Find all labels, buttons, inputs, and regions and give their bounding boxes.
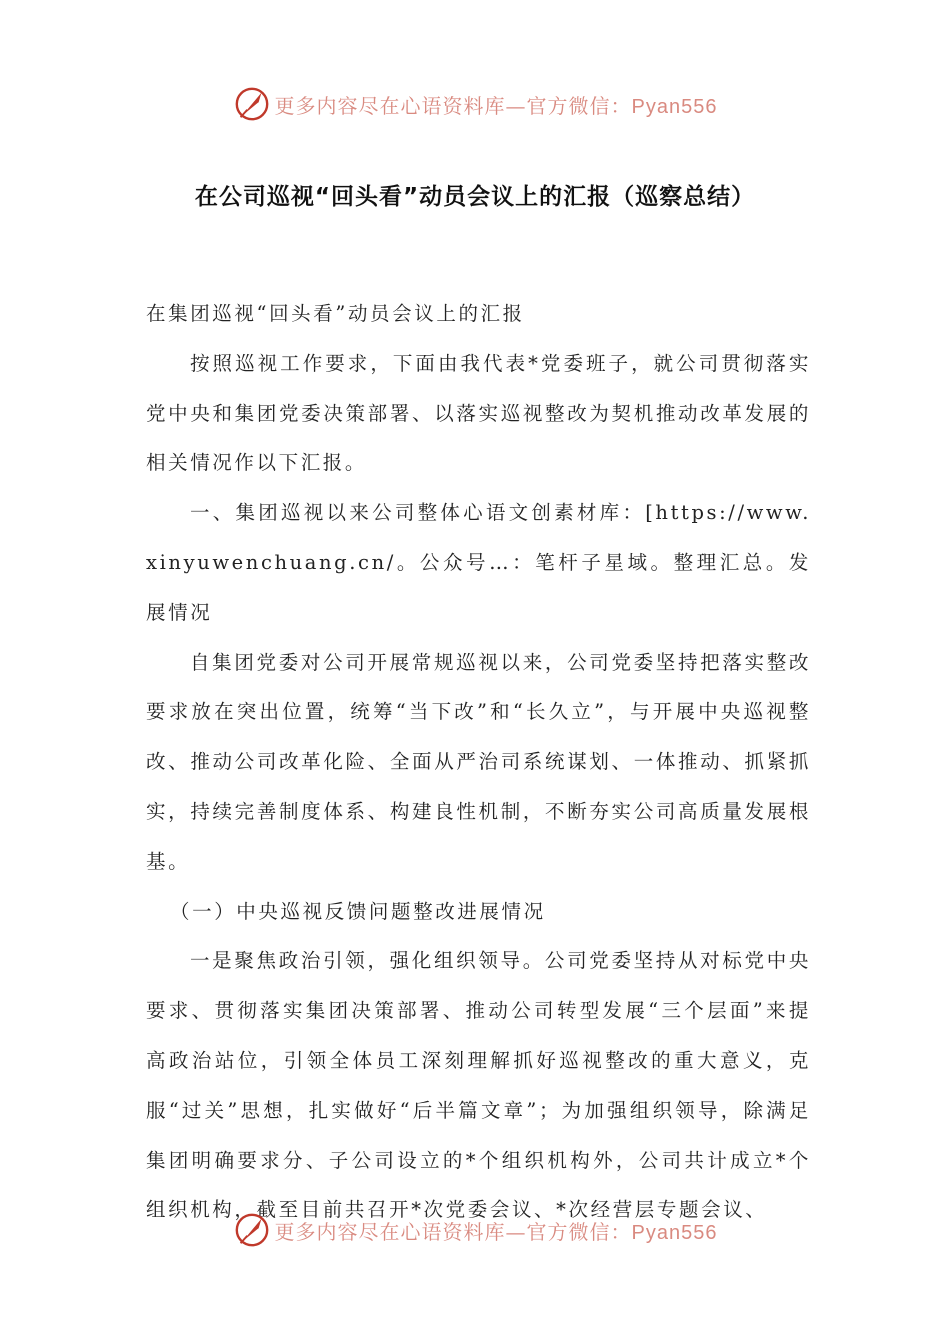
quill-logo-icon xyxy=(233,85,271,123)
document-body xyxy=(146,289,811,1235)
wechat-id: Pyan556 xyxy=(631,1221,718,1244)
document-title: 在公司巡视“回头看”动员会议上的汇报（巡察总结） xyxy=(194,184,756,210)
paragraph: 按照巡视工作要求，下面由我代表*党委班子，就公司贯彻落实党中央和集团党委决策部署、以落实巡视整改为契机推动改革发展的相关情况作以下汇报。 xyxy=(146,351,811,475)
quill-logo-icon xyxy=(233,1211,271,1249)
banner-text: 更多内容尽在心语资料库—官方微信：Pyan556 xyxy=(274,93,718,118)
paragraph-subheading: （一）中央巡视反馈问题整改进展情况 xyxy=(170,899,546,923)
paragraph-subtitle: 在集团巡视“回头看”动员会议上的汇报 xyxy=(146,302,525,325)
paragraph-heading: 一、集团巡视以来公司整体心语文创素材库：[https://www.xinyuwenchuang.cn/。公众号…：笔杆子星域。整理汇总。发展情况 xyxy=(146,501,811,624)
wechat-id: Pyan556 xyxy=(631,95,718,118)
footer-watermark-banner xyxy=(0,1208,950,1252)
paragraph: 一是聚焦政治引领，强化组织领导。公司党委坚持从对标党中央要求、贯彻落实集团决策部署、推动公司转型发展“三个层面”来提高政治站位，引领全体员工深刻理解抓好巡视整改的重大意义，克服“过关”思想，扎实做好“后半篇文章”；为加强组织领导，除满足集团明确要求分、子公司设立的*个组织机构外，公司共计成立*个组织机构，截至目前共召开*次党委会议、*次经营层专题会议、 xyxy=(146,949,811,1222)
banner-text: 更多内容尽在心语资料库—官方微信：Pyan556 xyxy=(274,1219,718,1244)
header-watermark-banner xyxy=(0,82,950,126)
paragraph: 自集团党委对公司开展常规巡视以来，公司党委坚持把落实整改要求放在突出位置，统筹“当下改”和“长久立”，与开展中央巡视整改、推动公司改革化险、全面从严治司系统谋划、一体推动、抓紧抓实，持续完善制度体系、构建良性机制，不断夯实公司高质量发展根基。 xyxy=(146,650,811,873)
